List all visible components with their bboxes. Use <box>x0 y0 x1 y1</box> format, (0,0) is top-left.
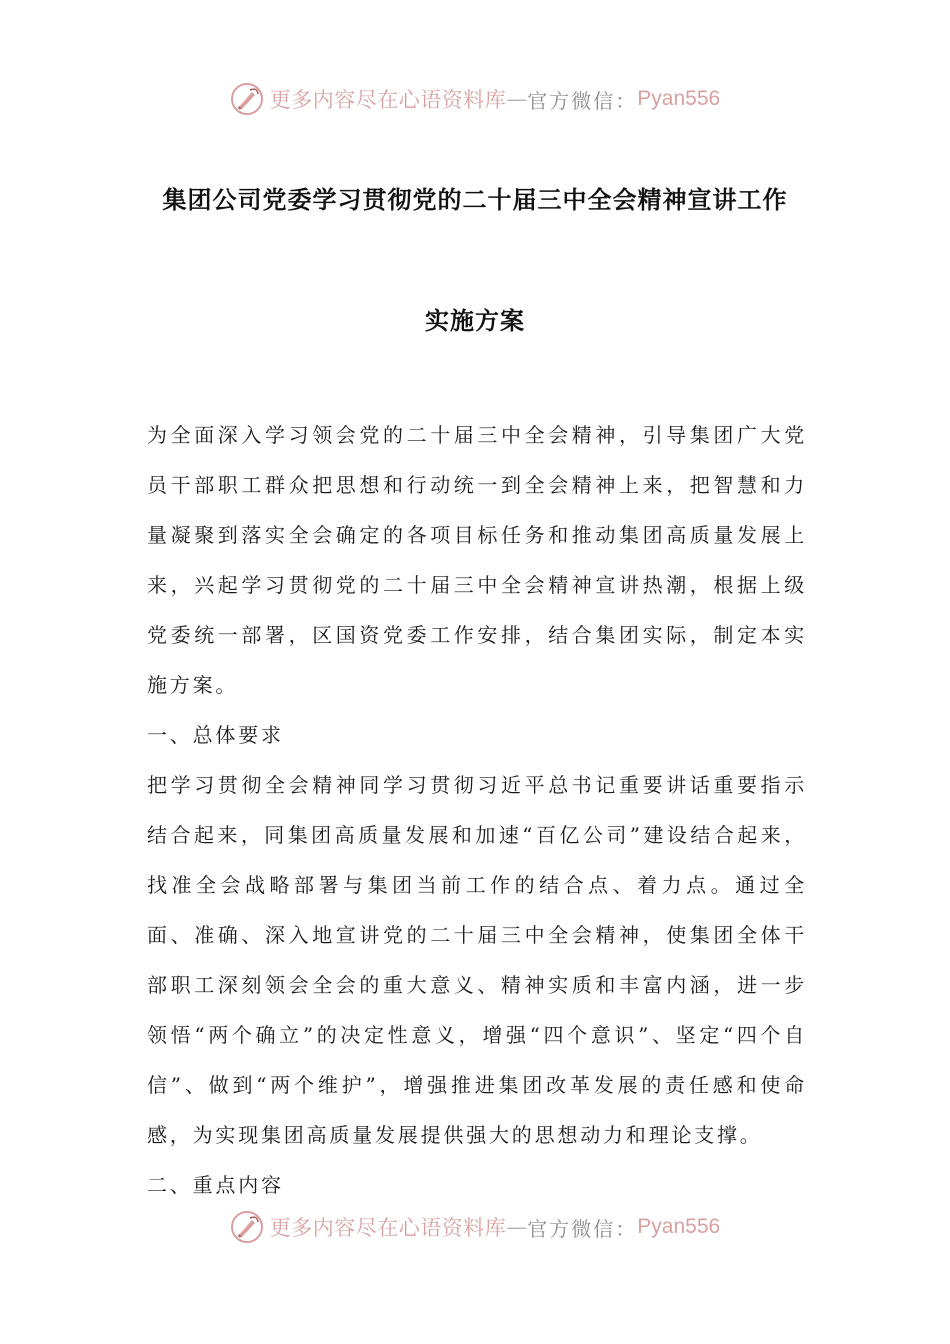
watermark-site-text: 更多内容尽在心语资料库 <box>269 1216 507 1240</box>
watermark-wechat-id: Pyan556 <box>637 1215 721 1238</box>
watermark-separator: — <box>506 1215 528 1239</box>
section1-paragraph: 把学习贯彻全会精神同学习贯彻习近平总书记重要讲话重要指示结合起来，同集团高质量发展和加速“百亿公司”建设结合起来，找准全会战略部署与集团当前工作的结合点、着力点。通过全面、准确、深入地宣讲党的二十届三中全会精神，使集团全体干部职工深刻领会全会的重大意义、精神实质和丰富内涵，进一步领悟“两个确立”的决定性意义，增强“四个意识”、坚定“四个自信”、做到“两个维护”，增强推进集团改革发展的责任感和使命感，为实现集团高质量发展提供强大的思想动力和理论支撑。 <box>147 773 807 1147</box>
watermark-label: 官方微信： <box>527 1216 638 1241</box>
document-title-line2: 实施方案 <box>425 307 525 335</box>
watermark-site-text: 更多内容尽在心语资料库 <box>269 88 507 112</box>
footer-watermark <box>0 1210 950 1244</box>
intro-paragraph: 为全面深入学习领会党的二十届三中全会精神，引导集团广大党员干部职工群众把思想和行动统一到全会精神上来，把智慧和力量凝聚到落实全会确定的各项目标任务和推动集团高质量发展上来，兴起学习贯彻党的二十届三中全会精神宣讲热潮，根据上级党委统一部署，区国资党委工作安排，结合集团实际，制定本实施方案。 <box>147 423 807 697</box>
document-title-line1: 集团公司党委学习贯彻党的二十届三中全会精神宣讲工作 <box>162 186 788 214</box>
document-body <box>147 410 807 1210</box>
watermark-separator: — <box>506 87 528 111</box>
watermark-label: 官方微信： <box>527 88 638 113</box>
section1-heading: 一、总体要求 <box>147 723 284 747</box>
header-watermark <box>0 82 950 116</box>
section2-heading: 二、重点内容 <box>147 1173 284 1197</box>
watermark-wechat-id: Pyan556 <box>637 87 721 110</box>
quill-logo-icon <box>230 1210 264 1244</box>
quill-logo-icon <box>230 82 264 116</box>
